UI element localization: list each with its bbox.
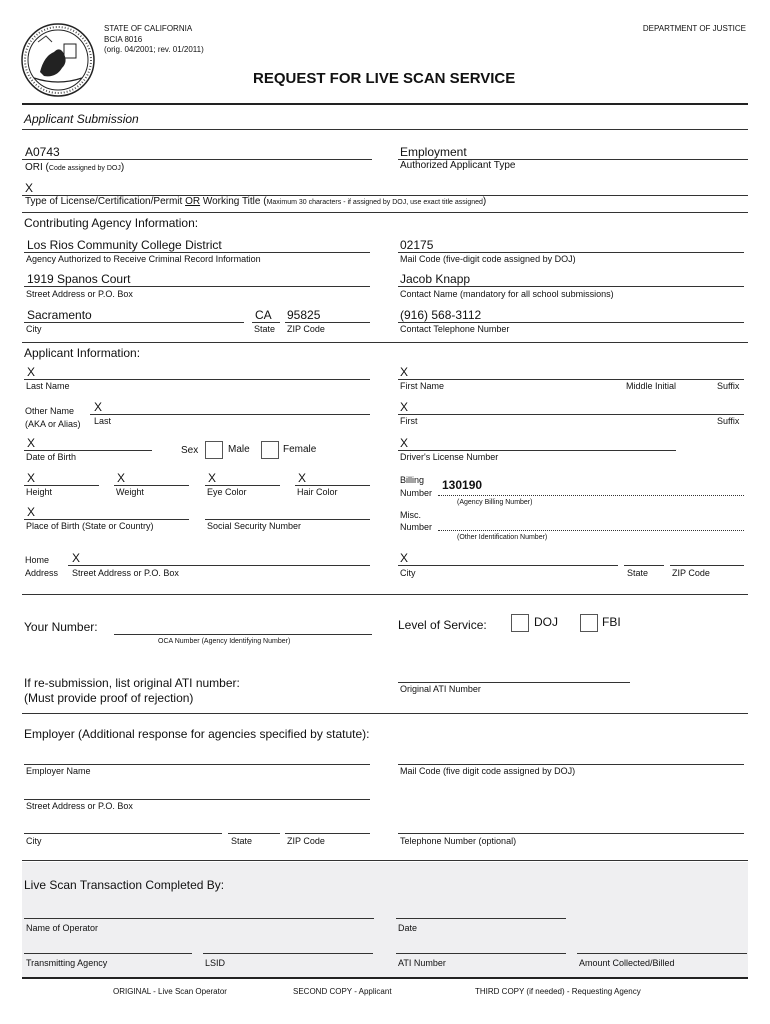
ssn-line: [205, 519, 370, 520]
eye-value[interactable]: X: [208, 471, 217, 485]
height-line: [24, 485, 99, 486]
form-id: BCIA 8016: [104, 35, 143, 44]
zip-label: ZIP Code: [287, 324, 325, 334]
employer-phone-label: Telephone Number (optional): [400, 836, 517, 846]
state-line: [252, 322, 280, 323]
street-value[interactable]: 1919 Spanos Court: [27, 272, 131, 286]
other-first-label: First: [400, 416, 418, 426]
employer-street-label: Street Address or P.O. Box: [26, 801, 133, 811]
suffix-label: Suffix: [717, 381, 740, 391]
date-line[interactable]: [396, 918, 566, 919]
zip-line: [285, 322, 370, 323]
first-name-value[interactable]: X: [400, 365, 409, 379]
applicant-heading: Applicant Information:: [24, 346, 141, 360]
employer-name-label: Employer Name: [26, 766, 91, 776]
form-title: REQUEST FOR LIVE SCAN SERVICE: [253, 70, 516, 87]
agency-label: Agency Authorized to Receive Criminal Record Information: [26, 254, 261, 264]
hair-line: [295, 485, 370, 486]
street-label: Street Address or P.O. Box: [26, 289, 133, 299]
agency-line: [24, 252, 370, 253]
divider: [22, 342, 748, 343]
home-zip-line: [670, 565, 744, 566]
original-ati-label: Original ATI Number: [400, 684, 481, 694]
misc-number-label: Number: [400, 522, 433, 532]
pob-label: Place of Birth (State or Country): [26, 521, 154, 531]
employer-mail-code-line[interactable]: [398, 764, 744, 765]
doj-checkbox[interactable]: [511, 614, 529, 632]
level-of-service-label: Level of Service:: [398, 618, 487, 632]
form-revision: (orig. 04/2001; rev. 01/2011): [104, 45, 204, 54]
contact-value[interactable]: Jacob Knapp: [400, 272, 471, 286]
proof-of-rejection-label: (Must provide proof of rejection): [24, 691, 194, 705]
ori-label: ORI (Code assigned by DOJ): [25, 162, 125, 173]
city-line: [24, 322, 244, 323]
billing-number-label: Number: [400, 488, 433, 498]
state-value[interactable]: CA: [255, 308, 272, 322]
mail-code-value[interactable]: 02175: [400, 238, 434, 252]
home-street-line: [68, 565, 370, 566]
employer-city-line[interactable]: [24, 833, 222, 834]
employer-heading: Employer (Additional response for agencies specified by statute):: [24, 727, 370, 741]
ori-line: [22, 159, 372, 160]
eye-line: [205, 485, 280, 486]
other-name-label: Other Name: [25, 406, 75, 416]
hair-label: Hair Color: [297, 487, 338, 497]
male-checkbox[interactable]: [205, 441, 223, 459]
eye-label: Eye Color: [207, 487, 247, 497]
other-suffix-label: Suffix: [717, 416, 740, 426]
footer-second-copy: SECOND COPY - Applicant: [293, 987, 392, 996]
home-zip-label: ZIP Code: [672, 568, 710, 578]
misc-line: [438, 530, 744, 531]
fbi-checkbox[interactable]: [580, 614, 598, 632]
contact-label: Contact Name (mandatory for all school submissions): [400, 289, 614, 299]
ssn-label: Social Security Number: [207, 521, 302, 531]
home-city-line: [398, 565, 618, 566]
mail-code-line: [398, 252, 744, 253]
street-line: [24, 286, 370, 287]
employer-phone-line[interactable]: [398, 833, 744, 834]
other-last-line: [90, 414, 370, 415]
date-label: Date: [398, 923, 418, 933]
your-number-label: Your Number:: [24, 620, 98, 634]
employer-state-label: State: [231, 836, 253, 846]
dob-label: Date of Birth: [26, 452, 77, 462]
dl-label: Driver's License Number: [400, 452, 499, 462]
amount-label: Amount Collected/Billed: [579, 958, 675, 968]
contributing-heading: Contributing Agency Information:: [24, 216, 199, 230]
home-street-value[interactable]: X: [72, 551, 81, 565]
fbi-label: FBI: [602, 615, 621, 629]
home-street-label: Street Address or P.O. Box: [72, 568, 179, 578]
employer-street-line[interactable]: [24, 799, 370, 800]
resubmission-label: If re-submission, list original ATI number:: [24, 676, 240, 690]
zip-value[interactable]: 95825: [287, 308, 321, 322]
male-label: Male: [228, 444, 250, 455]
weight-line: [114, 485, 189, 486]
footer-third-copy: THIRD COPY (if needed) - Requesting Agency: [475, 987, 641, 996]
ati-number-label: ATI Number: [398, 958, 446, 968]
operator-label: Name of Operator: [26, 923, 99, 933]
amount-line[interactable]: [577, 953, 747, 954]
weight-label: Weight: [116, 487, 144, 497]
department-label: DEPARTMENT OF JUSTICE: [642, 24, 746, 33]
billing-sub-label: (Agency Billing Number): [457, 499, 533, 506]
your-number-line[interactable]: [114, 634, 372, 635]
ati-number-line[interactable]: [396, 953, 566, 954]
license-label: Type of License/Certification/Permit OR Working Title (Maximum 30 characters - if assigned by DOJ, use exact title assigned): [25, 196, 487, 207]
ori-value[interactable]: A0743: [25, 145, 60, 159]
other-first-value[interactable]: X: [400, 400, 409, 414]
city-value[interactable]: Sacramento: [27, 308, 92, 322]
home-label: Home: [25, 555, 50, 565]
transmitting-agency-label: Transmitting Agency: [26, 958, 108, 968]
other-first-line: [398, 414, 744, 415]
license-value[interactable]: X: [25, 181, 34, 195]
height-label: Height: [26, 487, 53, 497]
operator-line[interactable]: [24, 918, 374, 919]
footer-original-copy: ORIGINAL - Live Scan Operator: [113, 987, 227, 996]
lsid-label: LSID: [205, 958, 226, 968]
sex-label: Sex: [181, 445, 199, 456]
first-name-label: First Name: [400, 381, 445, 391]
state-seal-logo: [20, 22, 96, 98]
state-label: State: [254, 324, 276, 334]
phone-value[interactable]: (916) 568-3112: [400, 308, 482, 322]
weight-value[interactable]: X: [117, 471, 126, 485]
contact-line: [398, 286, 744, 287]
pob-line: [24, 519, 189, 520]
city-label: City: [26, 324, 42, 334]
dl-line: [398, 450, 676, 451]
live-scan-heading: Live Scan Transaction Completed By:: [24, 878, 225, 892]
employer-state-line[interactable]: [228, 833, 280, 834]
oca-sub-label: OCA Number (Agency Identifying Number): [158, 638, 291, 645]
divider: [22, 103, 748, 105]
dl-value[interactable]: X: [400, 436, 409, 450]
divider: [22, 860, 748, 861]
divider: [22, 129, 748, 130]
divider: [22, 212, 748, 213]
female-checkbox[interactable]: [261, 441, 279, 459]
hair-value[interactable]: X: [298, 471, 307, 485]
original-ati-line[interactable]: [398, 682, 630, 683]
home-state-label: State: [627, 568, 649, 578]
billing-line: [438, 495, 744, 496]
applicant-type-value[interactable]: Employment: [400, 145, 467, 159]
home-city-label: City: [400, 568, 416, 578]
last-name-label: Last Name: [26, 381, 70, 391]
middle-initial-label: Middle Initial: [626, 381, 677, 391]
employer-name-line[interactable]: [24, 764, 370, 765]
female-label: Female: [283, 444, 317, 455]
dob-line: [24, 450, 152, 451]
divider: [22, 594, 748, 595]
dob-value[interactable]: X: [27, 436, 36, 450]
state-label: STATE OF CALIFORNIA: [104, 24, 193, 33]
home-address-label: Address: [25, 568, 59, 578]
home-state-line: [624, 565, 664, 566]
billing-label: Billing: [400, 475, 425, 485]
transmitting-agency-line[interactable]: [24, 953, 192, 954]
last-name-value[interactable]: X: [27, 365, 36, 379]
divider: [22, 713, 748, 714]
mail-code-label: Mail Code (five-digit code assigned by DOJ): [400, 254, 576, 264]
aka-label: (AKA or Alias): [25, 419, 81, 429]
doj-label: DOJ: [534, 615, 558, 629]
misc-label: Misc.: [400, 510, 421, 520]
other-last-value[interactable]: X: [94, 400, 103, 414]
height-value[interactable]: X: [27, 471, 36, 485]
employer-city-label: City: [26, 836, 42, 846]
employer-zip-label: ZIP Code: [287, 836, 325, 846]
lsid-line[interactable]: [203, 953, 373, 954]
agency-value[interactable]: Los Rios Community College District: [27, 238, 222, 252]
employer-zip-line[interactable]: [285, 833, 370, 834]
divider: [22, 977, 748, 979]
applicant-submission-heading: Applicant Submission: [24, 112, 139, 126]
last-name-line: [24, 379, 370, 380]
phone-label: Contact Telephone Number: [400, 324, 510, 334]
applicant-type-label: Authorized Applicant Type: [400, 160, 516, 171]
phone-line: [398, 322, 744, 323]
first-name-line: [398, 379, 744, 380]
billing-value[interactable]: 130190: [442, 478, 483, 492]
misc-sub-label: (Other Identification Number): [457, 534, 548, 541]
other-last-label: Last: [94, 416, 112, 426]
pob-value[interactable]: X: [27, 505, 36, 519]
home-city-value[interactable]: X: [400, 551, 409, 565]
employer-mail-code-label: Mail Code (five digit code assigned by DOJ): [400, 766, 576, 776]
